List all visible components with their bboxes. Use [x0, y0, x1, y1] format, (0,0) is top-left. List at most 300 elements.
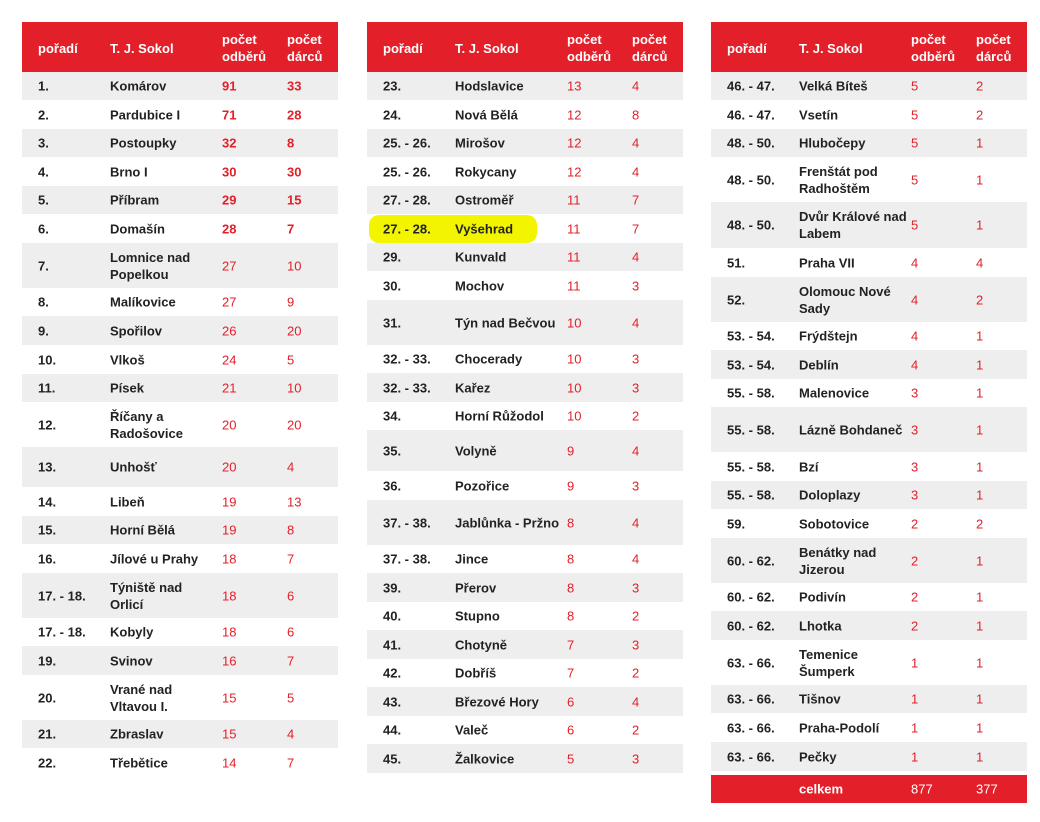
rank-cell: 20.	[38, 690, 57, 705]
table-row	[22, 345, 338, 374]
club-name-cell: Svinov	[110, 653, 153, 668]
rank-cell: 34.	[383, 408, 402, 424]
table-row	[22, 646, 338, 675]
rank-cell: 17. - 18.	[38, 588, 86, 603]
club-name-cell: Deblín	[799, 357, 839, 372]
table-row	[367, 687, 683, 716]
club-name-cell: Unhošť	[110, 459, 157, 475]
club-name-cell: Dvůr Králové nad Labem	[799, 209, 907, 241]
rank-cell: 60. - 62.	[727, 618, 775, 633]
table-row	[22, 544, 338, 573]
donations-cell: 32	[222, 135, 237, 151]
donations-cell: 18	[222, 624, 237, 640]
table-row	[711, 248, 1027, 277]
donations-cell: 9	[567, 443, 575, 458]
donations-cell: 4	[911, 357, 919, 372]
rank-cell: 41.	[383, 637, 402, 652]
rank-cell: 63. - 66.	[727, 691, 775, 707]
donations-cell: 28	[222, 221, 237, 236]
donors-cell: 9	[287, 294, 295, 310]
table-row	[22, 748, 338, 777]
donors-cell: 1	[976, 172, 984, 187]
club-name-cell: Valeč	[455, 722, 489, 738]
club-name-cell: Ostroměř	[455, 192, 514, 208]
rank-header: pořadí	[383, 41, 423, 56]
rank-cell: 63. - 66.	[727, 749, 775, 764]
donations-cell: 20	[222, 417, 237, 432]
donors-cell: 3	[632, 637, 640, 652]
donors-cell: 4	[632, 694, 640, 709]
donors-cell: 30	[287, 164, 302, 179]
club-name-cell: Malíkovice	[110, 294, 176, 310]
donors-cell: 2	[632, 408, 640, 424]
donations-cell: 91	[222, 78, 237, 94]
total-label: celkem	[799, 781, 844, 797]
rank-cell: 11.	[38, 380, 56, 396]
total-donors: 377	[976, 781, 998, 797]
donors-cell: 3	[632, 580, 640, 595]
rank-cell: 23.	[383, 78, 402, 94]
donors-cell: 1	[976, 487, 984, 503]
table-row	[367, 186, 683, 214]
rank-cell: 16.	[38, 551, 57, 566]
donors-cell: 1	[976, 749, 984, 764]
donors-cell: 6	[287, 624, 295, 640]
donors-cell: 7	[287, 551, 295, 566]
table-row	[367, 373, 683, 402]
donors-cell: 1	[976, 553, 984, 568]
donors-cell: 1	[976, 618, 984, 633]
donors-cell: 7	[287, 221, 295, 236]
club-name-cell: Frenštát pod Radhoštěm	[799, 163, 878, 196]
club-name-cell: Domašín	[110, 221, 165, 236]
rank-cell: 37. - 38.	[383, 551, 431, 567]
table-row	[22, 288, 338, 316]
table-row	[367, 573, 683, 602]
table-row	[367, 300, 683, 345]
donations-header: počet odběrů	[911, 32, 956, 64]
rank-cell: 55. - 58.	[727, 459, 775, 474]
donors-cell: 8	[287, 522, 295, 538]
donations-cell: 6	[567, 722, 575, 738]
rank-cell: 8.	[38, 294, 49, 310]
rank-cell: 48. - 50.	[727, 172, 775, 187]
club-name-cell: Žalkovice	[455, 751, 515, 766]
donors-cell: 1	[976, 422, 984, 437]
rank-cell: 27. - 28.	[383, 221, 431, 236]
donors-cell: 15	[287, 192, 302, 208]
donations-cell: 5	[567, 751, 575, 766]
table-row	[22, 487, 338, 516]
table-row	[711, 350, 1027, 379]
donors-cell: 2	[632, 665, 640, 681]
table-row	[711, 452, 1027, 481]
donors-cell: 8	[287, 135, 295, 151]
club-name-cell: Vsetín	[799, 107, 839, 122]
donors-cell: 3	[632, 351, 640, 367]
donations-cell: 27	[222, 294, 237, 310]
club-name-cell: Příbram	[110, 192, 160, 208]
table-row	[711, 277, 1027, 322]
rank-cell: 37. - 38.	[383, 515, 431, 530]
donors-cell: 4	[976, 255, 984, 270]
club-name-cell: Třebětice	[110, 755, 168, 770]
rank-cell: 9.	[38, 323, 49, 338]
club-name-cell: Vyšehrad	[455, 221, 514, 236]
donors-cell: 20	[287, 323, 302, 338]
rank-cell: 21.	[38, 726, 57, 742]
donors-cell: 4	[632, 515, 640, 530]
donors-cell: 4	[287, 726, 295, 742]
total-row	[711, 775, 1027, 803]
table-row	[22, 214, 338, 243]
rank-cell: 36.	[383, 478, 402, 493]
rank-cell: 48. - 50.	[727, 135, 775, 151]
donations-cell: 15	[222, 726, 237, 742]
donations-cell: 3	[911, 385, 919, 401]
donations-cell: 4	[911, 328, 919, 344]
club-name-cell: Chotyně	[455, 637, 507, 652]
table-row	[22, 100, 338, 129]
table-row	[367, 471, 683, 500]
donations-cell: 26	[222, 323, 237, 338]
donations-cell: 2	[911, 589, 919, 605]
donations-cell: 2	[911, 553, 919, 568]
club-name-cell: Týniště nad Orlicí	[110, 579, 183, 612]
rank-cell: 45.	[383, 751, 402, 766]
table-header	[711, 22, 1027, 72]
table-row	[22, 675, 338, 720]
table-row	[22, 516, 338, 544]
donors-cell: 1	[976, 459, 984, 474]
donations-cell: 8	[567, 580, 575, 595]
club-name-cell: Frýdštejn	[799, 328, 858, 344]
rank-cell: 48. - 50.	[727, 217, 775, 233]
donors-cell: 3	[632, 751, 640, 766]
donations-cell: 1	[911, 691, 919, 707]
table-row	[367, 430, 683, 471]
rank-cell: 42.	[383, 665, 402, 681]
table-row	[367, 129, 683, 157]
donors-cell: 4	[632, 78, 640, 94]
donors-cell: 7	[287, 755, 295, 770]
donations-cell: 10	[567, 315, 582, 330]
donors-cell: 10	[287, 380, 302, 396]
rank-cell: 52.	[727, 292, 746, 307]
rank-cell: 24.	[383, 107, 402, 122]
ranking-table-2	[367, 22, 683, 773]
club-name-cell: Libeň	[110, 494, 145, 509]
donors-cell: 1	[976, 720, 984, 735]
club-header: T. J. Sokol	[110, 41, 174, 56]
table-row	[711, 481, 1027, 509]
donors-cell: 13	[287, 494, 302, 509]
donors-header: počet dárců	[976, 32, 1012, 64]
table-row	[367, 157, 683, 186]
club-name-cell: Kobyly	[110, 624, 154, 640]
donors-cell: 2	[976, 516, 984, 531]
table-row	[367, 214, 683, 243]
table-row	[22, 374, 338, 402]
donations-cell: 3	[911, 487, 919, 503]
club-name-cell: Nová Bělá	[455, 107, 518, 122]
donations-cell: 12	[567, 107, 582, 122]
rank-cell: 25. - 26.	[383, 164, 431, 179]
rank-cell: 46. - 47.	[727, 78, 775, 94]
club-name-cell: Přerov	[455, 580, 497, 595]
donations-cell: 16	[222, 653, 237, 668]
ranking-table-1	[22, 22, 338, 777]
donors-cell: 7	[287, 653, 295, 668]
club-name-cell: Kařez	[455, 380, 491, 395]
club-name-cell: Olomouc Nové Sady	[799, 283, 891, 316]
donations-cell: 71	[222, 107, 237, 122]
table-row	[22, 720, 338, 748]
donors-cell: 1	[976, 217, 984, 233]
table-row	[367, 72, 683, 100]
club-name-cell: Malenovice	[799, 385, 870, 401]
club-name-cell: Jílové u Prahy	[110, 551, 199, 566]
rank-cell: 63. - 66.	[727, 720, 775, 735]
table-row	[711, 72, 1027, 100]
club-name-cell: Horní Bělá	[110, 522, 176, 538]
rank-cell: 39.	[383, 580, 402, 595]
donations-cell: 3	[911, 422, 919, 437]
rank-cell: 1.	[38, 78, 49, 94]
donations-cell: 2	[911, 618, 919, 633]
club-name-cell: Vrané nad Vltavou I.	[110, 681, 173, 714]
club-name-cell: Benátky nad Jizerou	[799, 544, 877, 577]
donors-cell: 3	[632, 478, 640, 493]
rank-cell: 53. - 54.	[727, 357, 775, 372]
table-row	[367, 500, 683, 545]
rank-cell: 27. - 28.	[383, 192, 431, 208]
club-name-cell: Lomnice nad Popelkou	[110, 249, 191, 282]
donations-cell: 1	[911, 720, 919, 735]
club-name-cell: Praha VII	[799, 255, 855, 270]
club-name-cell: Hodslavice	[455, 78, 524, 94]
donations-cell: 20	[222, 459, 237, 475]
donations-cell: 3	[911, 459, 919, 474]
rank-cell: 25. - 26.	[383, 135, 431, 151]
club-name-cell: Vlkoš	[110, 352, 145, 367]
club-name-cell: Jince	[455, 551, 489, 567]
rank-cell: 22.	[38, 755, 57, 770]
donors-cell: 4	[632, 443, 640, 458]
club-name-cell: Tišnov	[799, 691, 841, 707]
donors-cell: 5	[287, 352, 295, 367]
donors-cell: 10	[287, 258, 302, 273]
donors-cell: 4	[632, 135, 640, 151]
club-name-cell: Doloplazy	[799, 487, 861, 503]
table-row	[367, 630, 683, 659]
rank-cell: 46. - 47.	[727, 107, 775, 122]
rank-cell: 30.	[383, 278, 402, 293]
donors-cell: 4	[632, 164, 640, 179]
donations-cell: 11	[567, 192, 581, 208]
table-row	[367, 402, 683, 430]
rank-cell: 13.	[38, 459, 57, 475]
donations-header: počet odběrů	[567, 32, 612, 64]
donations-cell: 8	[567, 515, 575, 530]
club-name-cell: Dobříš	[455, 665, 497, 681]
rank-cell: 44.	[383, 722, 402, 738]
donations-cell: 5	[911, 78, 919, 94]
club-name-cell: Mirošov	[455, 135, 505, 151]
rank-cell: 60. - 62.	[727, 553, 775, 568]
donations-cell: 10	[567, 380, 582, 395]
table-row	[711, 583, 1027, 611]
rank-cell: 55. - 58.	[727, 487, 775, 503]
club-name-cell: Komárov	[110, 78, 167, 94]
rank-cell: 2.	[38, 107, 49, 122]
table-row	[711, 640, 1027, 685]
table-row	[22, 186, 338, 214]
rank-cell: 60. - 62.	[727, 589, 775, 605]
donations-cell: 7	[567, 665, 575, 681]
club-name-cell: Chocerady	[455, 351, 523, 367]
table-row	[367, 744, 683, 773]
donors-cell: 2	[976, 78, 984, 94]
donors-cell: 2	[976, 107, 984, 122]
table-row	[22, 157, 338, 186]
rank-cell: 63. - 66.	[727, 655, 775, 670]
club-name-cell: Kunvald	[455, 249, 507, 265]
table-row	[367, 100, 683, 129]
rank-cell: 6.	[38, 221, 49, 236]
donors-cell: 7	[632, 221, 640, 236]
club-name-cell: Praha-Podolí	[799, 720, 880, 735]
rank-cell: 55. - 58.	[727, 385, 775, 401]
donations-cell: 12	[567, 164, 582, 179]
club-name-cell: Pečky	[799, 749, 837, 764]
total-donations: 877	[911, 781, 933, 797]
club-name-cell: Horní Růžodol	[455, 408, 544, 424]
donations-cell: 10	[567, 351, 582, 367]
donations-cell: 1	[911, 655, 919, 670]
club-name-cell: Lázně Bohdaneč	[799, 422, 903, 437]
donations-cell: 2	[911, 516, 919, 531]
donors-cell: 6	[287, 588, 295, 603]
club-name-cell: Velká Bíteš	[799, 78, 868, 94]
rank-cell: 7.	[38, 258, 49, 273]
donors-cell: 4	[287, 459, 295, 475]
donations-cell: 29	[222, 192, 237, 208]
donations-cell: 5	[911, 107, 919, 122]
table-row	[711, 509, 1027, 538]
donations-cell: 27	[222, 258, 237, 273]
rank-cell: 35.	[383, 443, 402, 458]
table-row	[22, 618, 338, 646]
donations-cell: 12	[567, 135, 582, 151]
rank-cell: 53. - 54.	[727, 328, 775, 344]
donations-cell: 19	[222, 522, 237, 538]
ranking-table-3	[711, 22, 1027, 803]
donors-cell: 1	[976, 691, 984, 707]
rank-cell: 32. - 33.	[383, 380, 431, 395]
club-header: T. J. Sokol	[799, 41, 863, 56]
donors-cell: 2	[632, 722, 640, 738]
donations-cell: 8	[567, 608, 575, 624]
donations-cell: 6	[567, 694, 575, 709]
club-name-cell: Písek	[110, 380, 144, 396]
rank-cell: 3.	[38, 135, 49, 151]
donors-cell: 33	[287, 78, 302, 94]
rank-cell: 31.	[383, 315, 402, 330]
table-row	[22, 447, 338, 487]
table-row	[22, 402, 338, 447]
table-row	[711, 157, 1027, 202]
donors-cell: 1	[976, 385, 984, 401]
table-row	[711, 129, 1027, 157]
rank-cell: 10.	[38, 352, 57, 367]
table-row	[367, 602, 683, 630]
table-row	[22, 316, 338, 345]
donors-cell: 20	[287, 417, 302, 432]
donations-cell: 9	[567, 478, 575, 493]
donations-cell: 1	[911, 749, 919, 764]
table-header	[22, 22, 338, 72]
club-name-cell: Podivín	[799, 589, 846, 605]
rank-cell: 59.	[727, 516, 746, 531]
donations-cell: 8	[567, 551, 575, 567]
donors-cell: 5	[287, 690, 295, 705]
rank-cell: 12.	[38, 417, 57, 432]
donors-cell: 4	[632, 315, 640, 330]
donors-header: počet dárců	[632, 32, 668, 64]
table-row	[711, 202, 1027, 248]
table-row	[367, 659, 683, 687]
club-name-cell: Týn nad Bečvou	[455, 315, 556, 330]
donations-cell: 7	[567, 637, 575, 652]
donations-cell: 5	[911, 217, 919, 233]
club-name-cell: Sobotovice	[799, 516, 870, 531]
club-name-cell: Spořilov	[110, 323, 163, 338]
table-row	[711, 742, 1027, 771]
table-row	[711, 379, 1027, 407]
table-row	[711, 685, 1027, 713]
donors-cell: 4	[632, 551, 640, 567]
table-row	[22, 72, 338, 100]
table-row	[711, 538, 1027, 583]
donors-cell: 7	[632, 192, 640, 208]
donations-cell: 14	[222, 755, 237, 770]
table-row	[22, 573, 338, 618]
donors-cell: 1	[976, 357, 984, 372]
club-name-cell: Stupno	[455, 608, 500, 624]
table-row	[22, 243, 338, 288]
club-name-cell: Pardubice I	[110, 107, 181, 122]
rank-cell: 32. - 33.	[383, 351, 431, 367]
donations-cell: 15	[222, 690, 237, 705]
rank-cell: 19.	[38, 653, 57, 668]
club-name-cell: Mochov	[455, 278, 505, 293]
club-name-cell: Hlubočepy	[799, 135, 866, 151]
table-row	[367, 716, 683, 744]
donations-header: počet odběrů	[222, 32, 267, 64]
table-row	[367, 345, 683, 373]
rank-cell: 4.	[38, 164, 49, 179]
table-row	[367, 271, 683, 300]
club-name-cell: Březové Hory	[455, 694, 539, 709]
donations-cell: 11	[567, 249, 581, 265]
rank-cell: 15.	[38, 522, 57, 538]
donations-cell: 21	[222, 380, 237, 396]
donations-cell: 5	[911, 172, 919, 187]
donors-header: počet dárců	[287, 32, 323, 64]
donations-cell: 24	[222, 352, 237, 367]
donors-cell: 1	[976, 328, 984, 344]
